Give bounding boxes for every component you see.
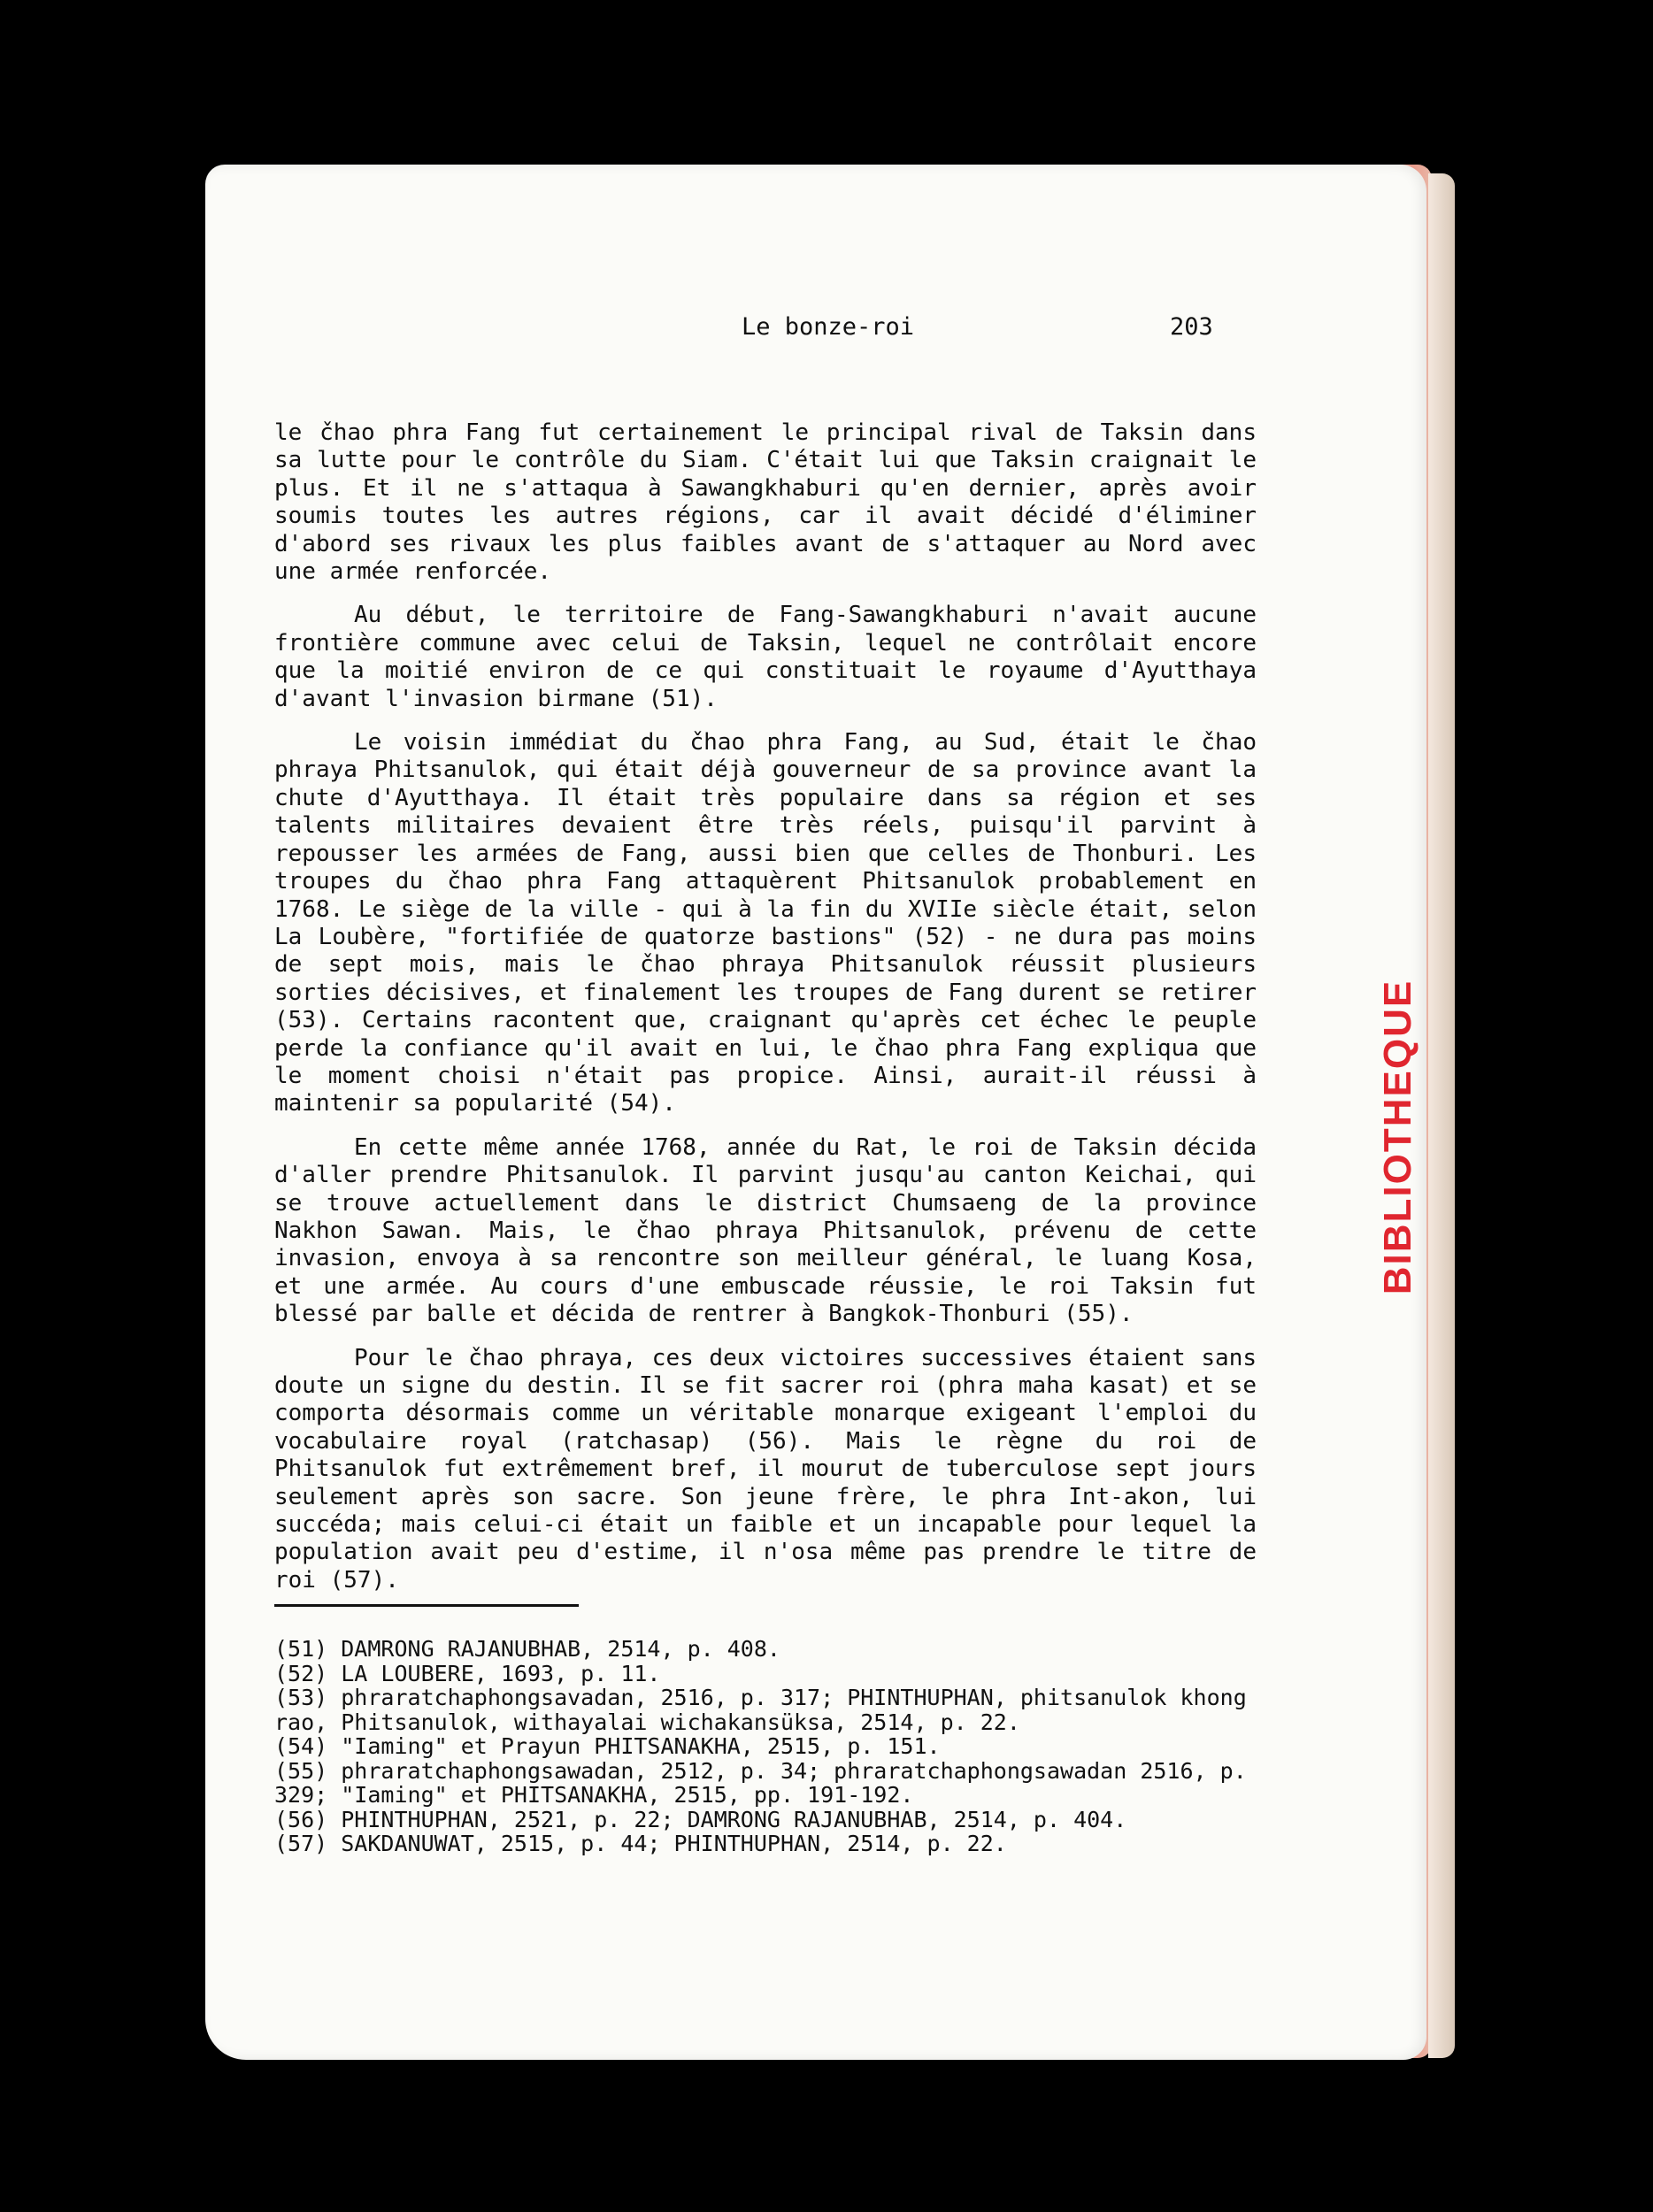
footnotes [274, 1637, 1257, 1856]
footnote: (55) phraratchaphongsawadan, 2512, p. 34; phraratchaphongsawadan 2516, p. 329; "Iaming" et PHITSANAKHA, 2515, pp. 191-192. [274, 1757, 1247, 1808]
paragraph: Le voisin immédiat du čhao phra Fang, au Sud, était le čhao phraya Phitsanulok, qui était déjà gouverneur de sa province avant la chute d'Ayutthaya. Il était très populaire dans sa région et ses talents militaires devaient être très réels, puisqu'il parvint à repousser les armées de Fang, aussi bien que celles de Thonburi. Les troupes du čhao phra Fang attaquèrent Phitsanulok probablement en 1768. Le siège de la ville - qui à la fin du XVIIe siècle était, selon La Loubère, "fortifiée de quatorze bastions" (52) - ne dura pas moins de sept mois, mais le čhao phraya Phitsanulok réussit plusieurs sorties décisives, et finalement les troupes de Fang durent se retirer (53). Certains racontent que, craignant qu'après cet échec le peuple perde la confiance qu'il avait en lui, le čhao phra Fang expliqua que le moment choisi n'était pas propice. Ainsi, aurait-il réussi à maintenir sa popularité (54). [274, 729, 1257, 1118]
paragraph: le čhao phra Fang fut certainement le principal rival de Taksin dans sa lutte pour le contrôle du Siam. C'était lui que Taksin craignait le plus. Et il ne s'attaqua à Sawangkhaburi qu'en dernier, après avoir soumis toutes les autres régions, car il avait décidé d'éliminer d'abord ses rivaux les plus faibles avant de s'attaquer au Nord avec une armée renforcée. [274, 419, 1257, 586]
footnote: (51) DAMRONG RAJANUBHAB, 2514, p. 408. [274, 1636, 780, 1662]
footnote: (54) "Iaming" et Prayun PHITSANAKHA, 2515, p. 151. [274, 1733, 941, 1759]
footnote: (52) LA LOUBERE, 1693, p. 11. [274, 1660, 661, 1686]
main-text [274, 419, 1257, 1610]
library-stamp: BIBLIOTHEQUE [1376, 979, 1419, 1295]
page-number: 203 [1170, 313, 1213, 341]
paragraph: Pour le čhao phraya, ces deux victoires successives étaient sans doute un signe du destin. Il se fit sacrer roi (phra maha kasat) et se comporta désormais comme un véritable monarque exigeant l'emploi du vocabulaire royal (ratchasap) (56). Mais le règne du roi de Phitsanulok fut extrêmement bref, il mourut de tuberculose sept jours seulement après son sacre. Son jeune frère, le phra Int-akon, lui succéda; mais celui-ci était un faible et un incapable pour lequel la population avait peu d'estime, il n'osa même pas prendre le titre de roi (57). [274, 1344, 1257, 1594]
footnote: (53) phraratchaphongsavadan, 2516, p. 317; PHINTHUPHAN, phitsanulok khong rao, Phitsanulok, withayalai wichakansüksa, 2514, p. 22. [274, 1685, 1247, 1735]
running-head: Le bonze-roi [742, 313, 915, 341]
footnote: (57) SAKDANUWAT, 2515, p. 44; PHINTHUPHAN, 2514, p. 22. [274, 1831, 1007, 1856]
paragraph: Au début, le territoire de Fang-Sawangkhaburi n'avait aucune frontière commune avec celui de Taksin, lequel ne contrôlait encore que la moitié environ de ce qui constituait le royaume d'Ayutthaya d'avant l'invasion birmane (51). [274, 602, 1257, 712]
paragraph: En cette même année 1768, année du Rat, le roi de Taksin décida d'aller prendre Phitsanulok. Il parvint jusqu'au canton Keichai, qui se trouve actuellement dans le district Chumsaeng de la province Nakhon Sawan. Mais, le čhao phraya Phitsanulok, prévenu de cette invasion, envoya à sa rencontre son meilleur général, le luang Kosa, et une armée. Au cours d'une embuscade réussie, le roi Taksin fut blessé par balle et décida de rentrer à Bangkok-Thonburi (55). [274, 1133, 1257, 1328]
footnote-separator [274, 1604, 579, 1607]
footnote: (56) PHINTHUPHAN, 2521, p. 22; DAMRONG RAJANUBHAB, 2514, p. 404. [274, 1806, 1127, 1832]
